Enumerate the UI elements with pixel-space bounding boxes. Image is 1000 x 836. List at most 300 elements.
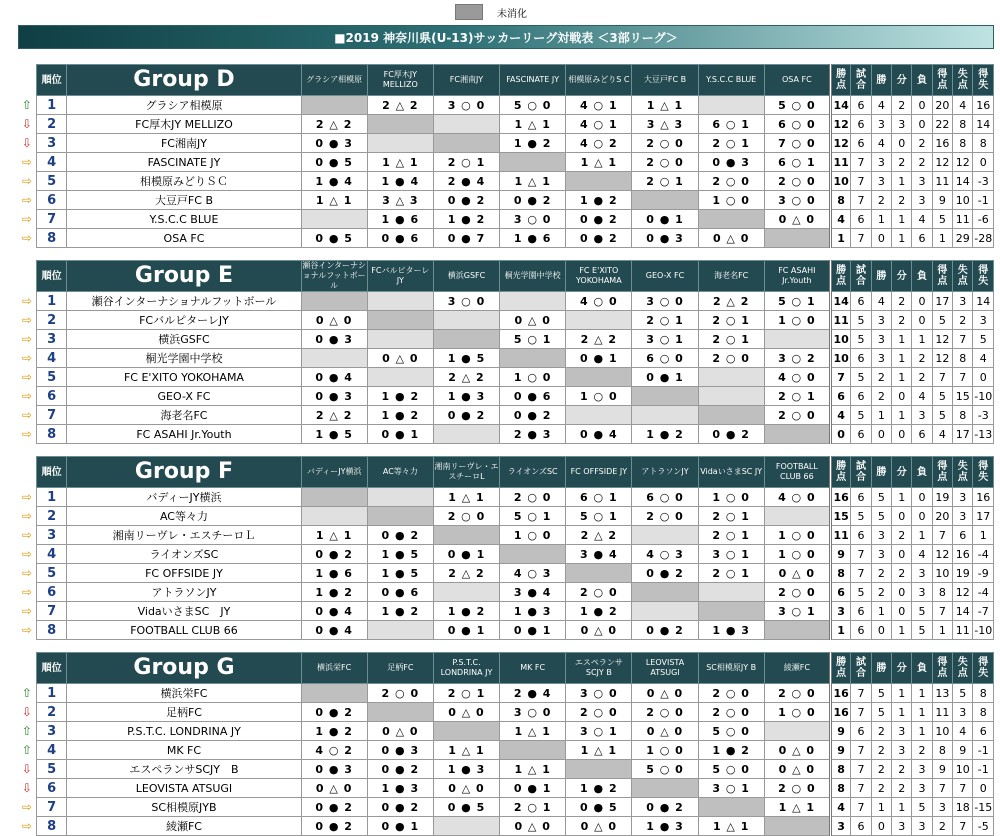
stat-win: 3: [871, 172, 891, 191]
trend-right-icon: ⇨: [18, 621, 36, 640]
stat-loss: 5: [912, 621, 932, 640]
self-match-cell: [433, 134, 499, 153]
stat-pts: 16: [830, 703, 850, 722]
trend-up-icon: ⇧: [18, 741, 36, 760]
spacer-cell: [18, 261, 36, 292]
match-result: 1 △ 1: [433, 741, 499, 760]
match-result: 2 ○ 1: [698, 526, 764, 545]
rank-header: 順位: [36, 261, 67, 292]
rank-cell: 7: [36, 210, 67, 229]
stat-gf: 5: [932, 311, 952, 330]
stat-gf: 7: [932, 602, 952, 621]
match-result: 0 △ 0: [367, 722, 433, 741]
unplayed-cell: [764, 330, 830, 349]
stat-loss: 3: [912, 817, 932, 836]
match-result: 1 ● 2: [500, 134, 566, 153]
unplayed-cell: [566, 406, 632, 425]
match-result: 4 ○ 0: [764, 488, 830, 507]
stat-draw: 0: [892, 545, 912, 564]
table-row: [18, 507, 994, 526]
trend-right-icon: ⇨: [18, 425, 36, 444]
match-result: 2 ○ 0: [632, 134, 698, 153]
rank-cell: 3: [36, 722, 67, 741]
trend-down-icon: ⇩: [18, 134, 36, 153]
match-result: 1 △ 1: [500, 760, 566, 779]
self-match-cell: [632, 387, 698, 406]
team-name: Y.S.C.C BLUE: [67, 210, 301, 229]
match-result: 0 ● 5: [433, 798, 499, 817]
stat-gd: 14: [973, 115, 994, 134]
team-name: 瀬谷インターナショナルフットボール: [67, 292, 301, 311]
stat-gf: 11: [932, 172, 952, 191]
stat-pts: 16: [830, 488, 850, 507]
stat-win: 3: [871, 526, 891, 545]
group-title: Group F: [67, 457, 301, 488]
match-result: 0 ● 1: [500, 621, 566, 640]
opponent-header: FC OFFSIDE JY: [566, 457, 632, 488]
rank-cell: 3: [36, 330, 67, 349]
table-row: [18, 330, 994, 349]
stat-header-draw: 分: [892, 261, 912, 292]
self-match-cell: [698, 210, 764, 229]
unplayed-cell: [566, 311, 632, 330]
stat-gf: 12: [932, 545, 952, 564]
stat-ga: 5: [953, 684, 973, 703]
stat-gf: 11: [932, 703, 952, 722]
stat-draw: 1: [892, 330, 912, 349]
opponent-header: バディーJY横浜: [301, 457, 367, 488]
stat-header-ga: 失点: [953, 261, 973, 292]
stat-loss: 3: [912, 191, 932, 210]
stat-header-loss: 負: [912, 457, 932, 488]
table-row: [18, 134, 994, 153]
self-match-cell: [301, 96, 367, 115]
stat-gf: 22: [932, 115, 952, 134]
stat-gd: -3: [973, 172, 994, 191]
stat-games: 5: [851, 368, 871, 387]
opponent-header: AC等々力: [367, 457, 433, 488]
stat-games: 7: [851, 703, 871, 722]
stat-win: 5: [871, 703, 891, 722]
match-result: 1 ● 5: [433, 349, 499, 368]
stat-draw: 1: [892, 172, 912, 191]
stat-loss: 0: [912, 96, 932, 115]
stat-draw: 2: [892, 96, 912, 115]
stat-loss: 6: [912, 425, 932, 444]
match-result: 1 ● 2: [632, 425, 698, 444]
table-row: [18, 602, 994, 621]
trend-right-icon: ⇨: [18, 210, 36, 229]
stat-win: 1: [871, 210, 891, 229]
stat-gf: 5: [932, 387, 952, 406]
stat-draw: 1: [892, 349, 912, 368]
match-result: 1 ● 2: [367, 602, 433, 621]
stat-loss: 2: [912, 134, 932, 153]
stat-draw: 2: [892, 760, 912, 779]
stat-draw: 3: [892, 817, 912, 836]
trend-right-icon: ⇨: [18, 191, 36, 210]
rank-cell: 8: [36, 621, 67, 640]
stat-games: 5: [851, 311, 871, 330]
stat-loss: 3: [912, 564, 932, 583]
match-result: 0 ● 1: [632, 368, 698, 387]
stat-pts: 14: [830, 292, 850, 311]
team-name: 海老名FC: [67, 406, 301, 425]
opponent-header: FC E'XITO YOKOHAMA: [566, 261, 632, 292]
table-row: [18, 564, 994, 583]
stat-draw: 1: [892, 621, 912, 640]
match-result: 2 ○ 1: [433, 153, 499, 172]
stat-win: 1: [871, 798, 891, 817]
stat-pts: 10: [830, 349, 850, 368]
stat-gd: -5: [973, 817, 994, 836]
match-result: 1 ● 6: [500, 229, 566, 248]
stat-win: 4: [871, 96, 891, 115]
stat-win: 4: [871, 292, 891, 311]
stat-gd: -10: [973, 387, 994, 406]
match-result: 4 ○ 2: [566, 134, 632, 153]
stat-header-games: 試合: [851, 653, 871, 684]
unplayed-cell: [301, 507, 367, 526]
stat-loss: 3: [912, 406, 932, 425]
unplayed-cell: [433, 115, 499, 134]
stat-ga: 11: [953, 210, 973, 229]
rank-cell: 7: [36, 798, 67, 817]
match-result: 2 △ 2: [698, 292, 764, 311]
unplayed-cell: [698, 387, 764, 406]
unplayed-cell: [433, 311, 499, 330]
unplayed-cell: [367, 330, 433, 349]
team-name: 横浜栄FC: [67, 684, 301, 703]
match-result: 1 ○ 0: [764, 526, 830, 545]
rank-cell: 8: [36, 229, 67, 248]
trend-right-icon: ⇨: [18, 798, 36, 817]
stat-games: 5: [851, 330, 871, 349]
stat-draw: 3: [892, 722, 912, 741]
match-result: 2 ● 4: [500, 684, 566, 703]
match-result: 6 ○ 1: [698, 115, 764, 134]
match-result: 2 △ 2: [433, 564, 499, 583]
rank-cell: 1: [36, 292, 67, 311]
stat-games: 6: [851, 134, 871, 153]
stat-loss: 1: [912, 684, 932, 703]
stat-pts: 8: [830, 191, 850, 210]
opponent-header: 綾瀬FC: [764, 653, 830, 684]
match-result: 1 △ 1: [500, 115, 566, 134]
stat-ga: 3: [953, 507, 973, 526]
match-result: 0 ● 5: [566, 798, 632, 817]
trend-down-icon: ⇩: [18, 115, 36, 134]
unplayed-cell: [698, 368, 764, 387]
match-result: 2 ○ 0: [698, 684, 764, 703]
opponent-header: SC相模原JY B: [698, 653, 764, 684]
match-result: 1 △ 1: [566, 153, 632, 172]
stat-ga: 12: [953, 153, 973, 172]
match-result: 0 ● 2: [566, 229, 632, 248]
team-name: LEOVISTA ATSUGI: [67, 779, 301, 798]
self-match-cell: [433, 722, 499, 741]
match-result: 0 ● 2: [301, 703, 367, 722]
table-row: [18, 703, 994, 722]
self-match-cell: [367, 703, 433, 722]
stat-draw: 1: [892, 488, 912, 507]
stat-games: 6: [851, 621, 871, 640]
stat-draw: 0: [892, 134, 912, 153]
rank-cell: 5: [36, 368, 67, 387]
stat-gf: 9: [932, 760, 952, 779]
stat-gd: -9: [973, 564, 994, 583]
match-result: 2 ○ 1: [698, 330, 764, 349]
rank-cell: 5: [36, 172, 67, 191]
match-result: 0 △ 0: [433, 703, 499, 722]
stat-pts: 9: [830, 741, 850, 760]
rank-cell: 6: [36, 191, 67, 210]
match-result: 6 ○ 1: [566, 488, 632, 507]
match-result: 3 ○ 0: [433, 96, 499, 115]
match-result: 1 ● 3: [367, 779, 433, 798]
match-result: 3 ○ 1: [764, 602, 830, 621]
match-result: 0 △ 0: [301, 311, 367, 330]
table-row: [18, 115, 994, 134]
stat-header-gf: 得点: [932, 457, 952, 488]
match-result: 0 ● 3: [301, 134, 367, 153]
stat-draw: 1: [892, 703, 912, 722]
trend-right-icon: ⇨: [18, 488, 36, 507]
stat-win: 3: [871, 349, 891, 368]
stat-gd: -3: [973, 406, 994, 425]
self-match-cell: [500, 153, 566, 172]
match-result: 2 ○ 0: [764, 172, 830, 191]
match-result: 1 ○ 0: [698, 488, 764, 507]
rank-header: 順位: [36, 653, 67, 684]
stat-draw: 2: [892, 526, 912, 545]
stat-gf: 12: [932, 330, 952, 349]
unplayed-cell: [632, 602, 698, 621]
stat-games: 6: [851, 722, 871, 741]
stat-ga: 4: [953, 96, 973, 115]
match-result: 1 △ 1: [764, 798, 830, 817]
stat-loss: 5: [912, 798, 932, 817]
stat-pts: 3: [830, 817, 850, 836]
stat-draw: 3: [892, 115, 912, 134]
stat-games: 7: [851, 172, 871, 191]
stat-gd: 17: [973, 507, 994, 526]
stat-gf: 2: [932, 817, 952, 836]
match-result: 2 ○ 0: [632, 703, 698, 722]
legend-label: 未消化: [497, 8, 527, 20]
stat-gf: 12: [932, 349, 952, 368]
stat-gd: 8: [973, 684, 994, 703]
match-result: 2 ○ 1: [764, 387, 830, 406]
match-result: 0 ● 2: [301, 798, 367, 817]
stat-ga: 3: [953, 488, 973, 507]
stat-gd: 14: [973, 292, 994, 311]
stat-loss: 0: [912, 488, 932, 507]
match-result: 0 ● 6: [367, 229, 433, 248]
match-result: 0 ● 2: [367, 798, 433, 817]
stat-draw: 0: [892, 425, 912, 444]
stat-gf: 1: [932, 621, 952, 640]
match-result: 0 ● 3: [301, 330, 367, 349]
stat-draw: 2: [892, 779, 912, 798]
stat-pts: 10: [830, 172, 850, 191]
stat-gd: 16: [973, 488, 994, 507]
opponent-header: 大豆戸FC B: [632, 65, 698, 96]
stat-games: 5: [851, 583, 871, 602]
stat-header-pts: 勝点: [830, 261, 850, 292]
stat-pts: 11: [830, 526, 850, 545]
match-result: 0 ● 2: [698, 425, 764, 444]
stat-win: 2: [871, 564, 891, 583]
match-result: 2 ○ 1: [698, 564, 764, 583]
rank-cell: 2: [36, 115, 67, 134]
stat-pts: 10: [830, 330, 850, 349]
stat-draw: 2: [892, 191, 912, 210]
opponent-header: GEO-X FC: [632, 261, 698, 292]
self-match-cell: [566, 760, 632, 779]
opponent-header: 瀬谷インターナショナルフットボール: [302, 261, 366, 290]
match-result: 0 ● 2: [500, 406, 566, 425]
opponent-header: FC湘南JY: [433, 65, 499, 96]
stat-games: 7: [851, 760, 871, 779]
team-name: 足柄FC: [67, 703, 301, 722]
match-result: 3 ○ 1: [632, 330, 698, 349]
rank-cell: 3: [36, 134, 67, 153]
stat-ga: 29: [953, 229, 973, 248]
match-result: 2 ○ 0: [500, 488, 566, 507]
stat-ga: 3: [953, 703, 973, 722]
self-match-cell: [433, 330, 499, 349]
match-result: 2 ○ 0: [566, 583, 632, 602]
self-match-cell: [301, 488, 367, 507]
match-result: 4 ○ 3: [632, 545, 698, 564]
stat-games: 7: [851, 229, 871, 248]
self-match-cell: [764, 425, 830, 444]
stat-gd: -1: [973, 191, 994, 210]
self-match-cell: [698, 406, 764, 425]
match-result: 2 ○ 0: [698, 703, 764, 722]
trend-right-icon: ⇨: [18, 330, 36, 349]
match-result: 6 ○ 0: [764, 115, 830, 134]
stat-gd: -15: [973, 798, 994, 817]
match-result: 3 △ 3: [367, 191, 433, 210]
stat-ga: 7: [953, 330, 973, 349]
stat-gf: 7: [932, 368, 952, 387]
stat-pts: 12: [830, 115, 850, 134]
trend-right-icon: ⇨: [18, 406, 36, 425]
match-result: 0 ● 2: [566, 210, 632, 229]
stat-games: 7: [851, 741, 871, 760]
match-result: 0 ● 6: [500, 387, 566, 406]
stat-ga: 9: [953, 741, 973, 760]
trend-up-icon: ⇧: [18, 722, 36, 741]
match-result: 0 ● 2: [367, 526, 433, 545]
match-result: 2 ○ 1: [433, 684, 499, 703]
group-table: [18, 456, 994, 640]
stat-header-games: 試合: [851, 457, 871, 488]
match-result: 2 ○ 0: [367, 684, 433, 703]
opponent-header: ライオンズSC: [500, 457, 566, 488]
match-result: 0 ● 4: [301, 621, 367, 640]
stat-ga: 8: [953, 115, 973, 134]
rank-cell: 1: [36, 488, 67, 507]
stat-ga: 7: [953, 779, 973, 798]
opponent-header: LEOVISTA ATSUGI: [632, 653, 698, 684]
stat-pts: 8: [830, 564, 850, 583]
stat-loss: 2: [912, 368, 932, 387]
stat-games: 7: [851, 545, 871, 564]
rank-header: 順位: [36, 65, 67, 96]
trend-down-icon: ⇩: [18, 779, 36, 798]
stat-draw: 0: [892, 387, 912, 406]
match-result: 2 ○ 1: [698, 507, 764, 526]
table-row: [18, 760, 994, 779]
stat-gf: 8: [932, 741, 952, 760]
team-name: VidaいさまSC JY: [67, 602, 301, 621]
opponent-header: FOOTBALL CLUB 66: [764, 457, 830, 488]
stat-gf: 10: [932, 564, 952, 583]
self-match-cell: [301, 684, 367, 703]
self-match-cell: [566, 172, 632, 191]
stat-gf: 10: [932, 722, 952, 741]
match-result: 1 △ 1: [500, 172, 566, 191]
match-result: 0 ● 3: [632, 229, 698, 248]
match-result: 1 ● 2: [433, 210, 499, 229]
trend-right-icon: ⇨: [18, 602, 36, 621]
match-result: 0 △ 0: [632, 684, 698, 703]
unplayed-cell: [367, 368, 433, 387]
table-row: [18, 817, 994, 836]
group-title: Group D: [67, 65, 301, 96]
stat-pts: 6: [830, 583, 850, 602]
opponent-header: 湘南リーヴレ・エスチーロL: [433, 457, 499, 488]
match-result: 1 ● 2: [367, 387, 433, 406]
rank-cell: 7: [36, 602, 67, 621]
match-result: 2 ○ 0: [698, 172, 764, 191]
trend-right-icon: ⇨: [18, 368, 36, 387]
stat-loss: 2: [912, 349, 932, 368]
opponent-header: 海老名FC: [698, 261, 764, 292]
match-result: 3 ○ 0: [500, 703, 566, 722]
table-row: [18, 488, 994, 507]
stat-gf: 5: [932, 210, 952, 229]
opponent-header: 相模原みどりS C: [566, 65, 632, 96]
match-result: 1 ○ 0: [500, 368, 566, 387]
rank-cell: 1: [36, 96, 67, 115]
match-result: 1 ○ 0: [764, 703, 830, 722]
self-match-cell: [566, 564, 632, 583]
match-result: 1 ● 2: [367, 406, 433, 425]
unplayed-cell: [698, 583, 764, 602]
group-table: [18, 64, 994, 248]
trend-right-icon: ⇨: [18, 507, 36, 526]
trend-right-icon: ⇨: [18, 583, 36, 602]
self-match-cell: [500, 741, 566, 760]
match-result: 0 ● 1: [632, 210, 698, 229]
stat-ga: 14: [953, 172, 973, 191]
stat-gf: 1: [932, 229, 952, 248]
trend-down-icon: ⇩: [18, 703, 36, 722]
stat-games: 6: [851, 425, 871, 444]
team-name: GEO-X FC: [67, 387, 301, 406]
stat-win: 0: [871, 425, 891, 444]
match-result: 0 ● 3: [301, 760, 367, 779]
stat-gd: 6: [973, 722, 994, 741]
table-row: [18, 741, 994, 760]
group-header-row: [18, 457, 994, 488]
match-result: 0 ● 3: [698, 153, 764, 172]
match-result: 1 ● 2: [301, 722, 367, 741]
